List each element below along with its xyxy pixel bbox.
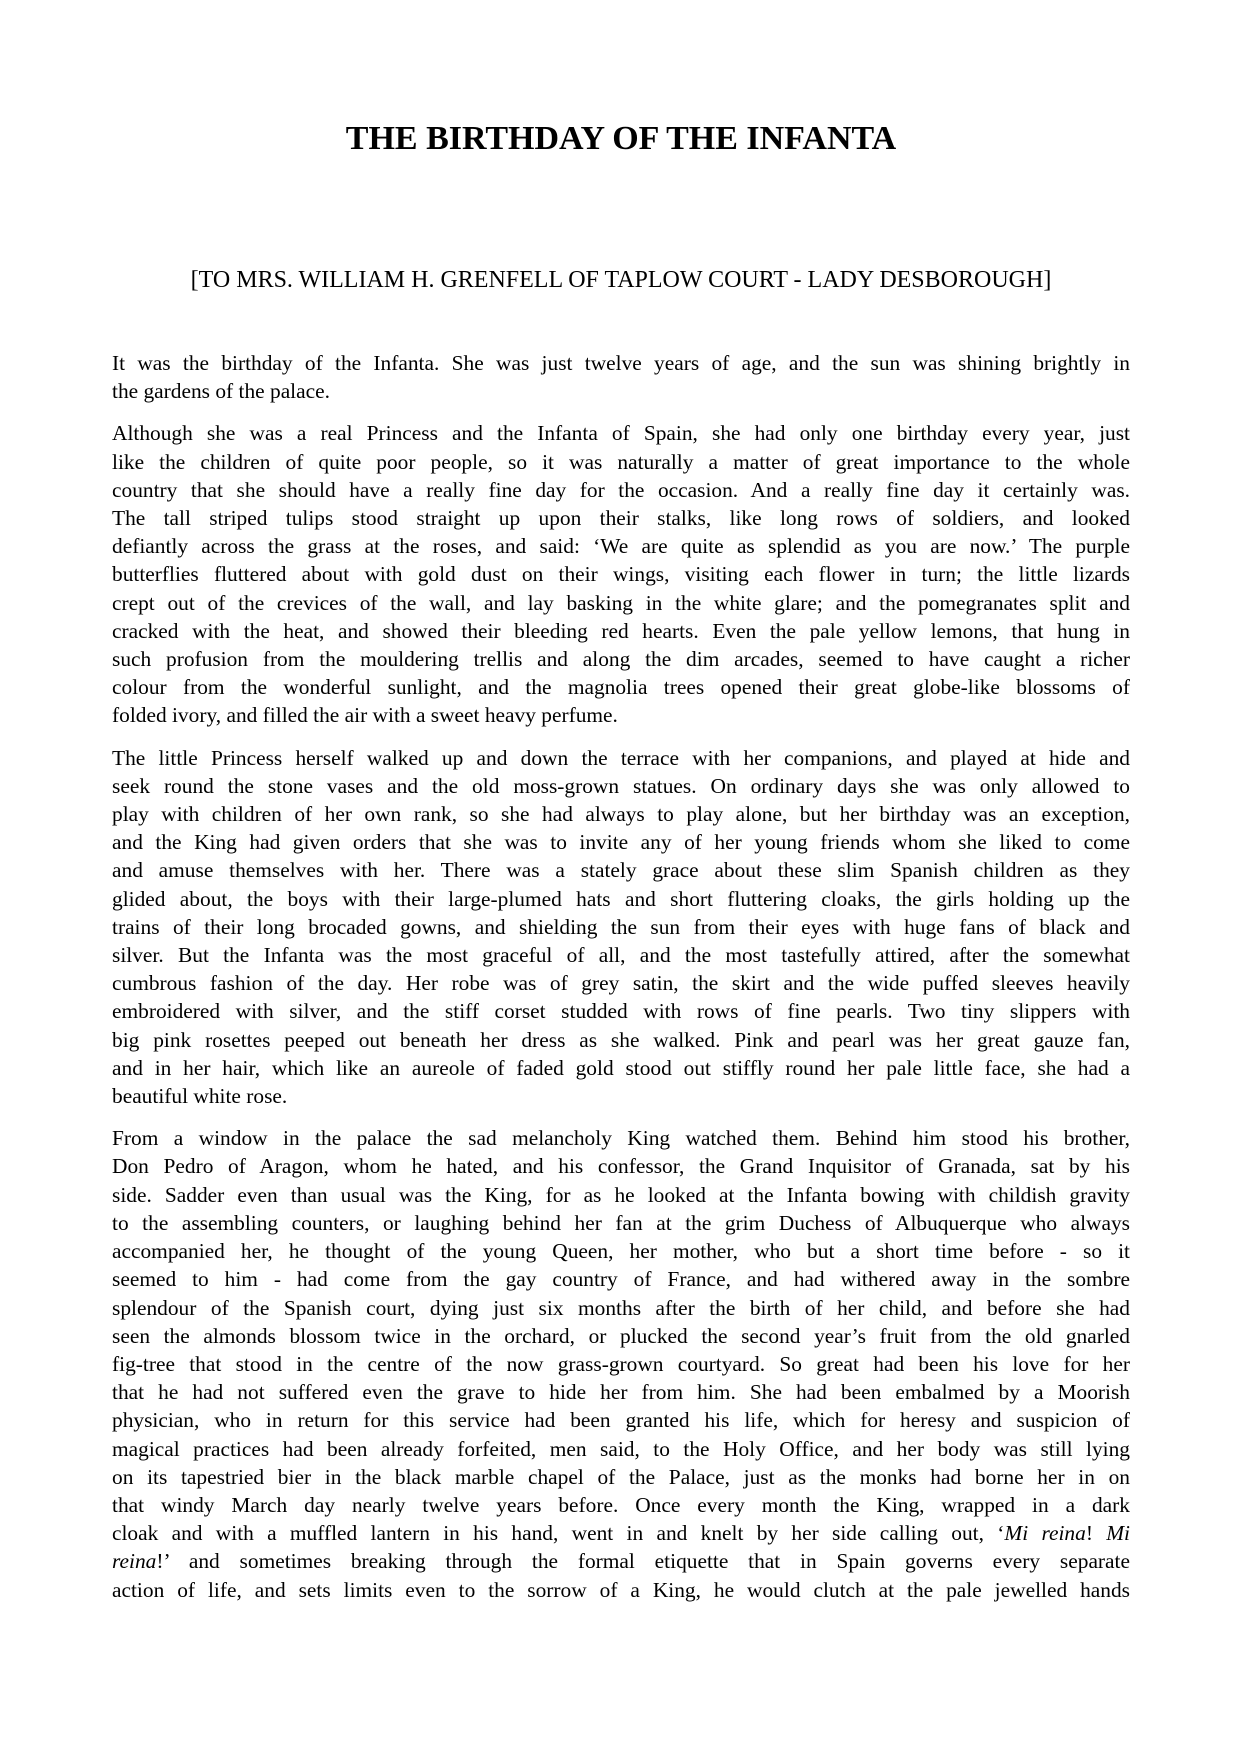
paragraph-1 (112, 349, 1130, 405)
text-line: From a window in the palace the sad melancholy King watched them. Behind him stood his brother, (112, 1126, 1130, 1151)
text-line: defiantly across the grass at the roses, and said: ‘We are quite as splendid as you are now.’ The purple (112, 534, 1130, 559)
paragraph-4 (112, 1124, 1130, 1603)
text-line: reina!’ and sometimes breaking through the formal etiquette that in Spain governs every separate (112, 1549, 1130, 1574)
text-line: cloak and with a muffled lantern in his hand, went in and knelt by her side calling out, ‘Mi reina! Mi (112, 1521, 1130, 1546)
text-line: magical practices had been already forfeited, men said, to the Holy Office, and her body was still lying (112, 1436, 1130, 1461)
text-line: The little Princess herself walked up and down the terrace with her companions, and played at hide and (112, 745, 1130, 770)
text-line: beautiful white rose. (112, 1084, 288, 1109)
text-line: cumbrous fashion of the day. Her robe was of grey satin, the skirt and the wide puffed sleeves heavily (112, 971, 1130, 996)
text-line: cracked with the heat, and showed their bleeding red hearts. Even the pale yellow lemons, that hung in (112, 618, 1130, 643)
text-line: action of life, and sets limits even to the sorrow of a King, he would clutch at the pale jewelled hands (112, 1577, 1130, 1602)
text-line: Don Pedro of Aragon, whom he hated, and his confessor, the Grand Inquisitor of Granada, sat by his (112, 1154, 1130, 1179)
text-line: folded ivory, and filled the air with a sweet heavy perfume. (112, 703, 618, 728)
text-line: accompanied her, he thought of the young Queen, her mother, who but a short time before - so it (112, 1239, 1130, 1264)
text-line: It was the birthday of the Infanta. She was just twelve years of age, and the sun was shining brightly in (112, 351, 1130, 375)
text-line: glided about, the boys with their large-plumed hats and short fluttering cloaks, the girls holding up the (112, 886, 1130, 911)
text-line: play with children of her own rank, so she had always to play alone, but her birthday was an exception, (112, 802, 1130, 827)
text-line: big pink rosettes peeped out beneath her dress as she walked. Pink and pearl was her great gauze fan, (112, 1027, 1130, 1052)
paragraph-2 (112, 419, 1130, 729)
body-text (112, 349, 1130, 1618)
text-line: silver. But the Infanta was the most graceful of all, and the most tastefully attired, after the somewhat (112, 943, 1130, 968)
text-line: fig-tree that stood in the centre of the now grass-grown courtyard. So great had been his love for her (112, 1351, 1130, 1376)
paragraph-3 (112, 744, 1130, 1111)
text-line: physician, who in return for this service had been granted his life, which for heresy and suspicion of (112, 1408, 1130, 1433)
text-line: The tall striped tulips stood straight up upon their stalks, like long rows of soldiers, and looked (112, 506, 1130, 531)
text-line: such profusion from the mouldering trellis and along the dim arcades, seemed to have caught a richer (112, 647, 1130, 672)
text-line: and amuse themselves with her. There was a stately grace about these slim Spanish children as they (112, 858, 1130, 883)
text-line: seek round the stone vases and the old moss-grown statues. On ordinary days she was only allowed to (112, 773, 1130, 798)
text-line: on its tapestried bier in the black marble chapel of the Palace, just as the monks had borne her in on (112, 1464, 1130, 1489)
text-line: and the King had given orders that she was to invite any of her young friends whom she liked to come (112, 830, 1130, 855)
dedication: [TO MRS. WILLIAM H. GRENFELL OF TAPLOW COURT - LADY DESBOROUGH] (190, 267, 1052, 293)
text-line: splendour of the Spanish court, dying just six months after the birth of her child, and before she had (112, 1295, 1130, 1320)
page-title: THE BIRTHDAY OF THE INFANTA (345, 120, 897, 157)
text-line: the gardens of the palace. (112, 379, 330, 404)
text-line: like the children of quite poor people, so it was naturally a matter of great importance to the whole (112, 449, 1130, 474)
text-line: crept out of the crevices of the wall, and lay basking in the white glare; and the pomegranates split and (112, 590, 1130, 615)
text-line: seen the almonds blossom twice in the orchard, or plucked the second year’s fruit from the old gnarled (112, 1323, 1130, 1348)
text-line: embroidered with silver, and the stiff corset studded with rows of fine pearls. Two tiny slippers with (112, 999, 1130, 1024)
text-line: trains of their long brocaded gowns, and shielding the sun from their eyes with huge fans of black and (112, 914, 1130, 939)
text-line: seemed to him - had come from the gay country of France, and had withered away in the sombre (112, 1267, 1130, 1292)
text-line: and in her hair, which like an aureole of faded gold stood out stiffly round her pale little face, she had a (112, 1055, 1130, 1080)
text-line: that he had not suffered even the grave to hide her from him. She had been embalmed by a Moorish (112, 1380, 1130, 1405)
text-line: that windy March day nearly twelve years before. Once every month the King, wrapped in a dark (112, 1492, 1130, 1517)
text-line: to the assembling counters, or laughing behind her fan at the grim Duchess of Albuquerque who always (112, 1210, 1130, 1235)
text-line: Although she was a real Princess and the Infanta of Spain, she had only one birthday every year, just (112, 421, 1130, 446)
text-line: colour from the wonderful sunlight, and the magnolia trees opened their great globe-like blossoms of (112, 675, 1130, 700)
text-line: side. Sadder even than usual was the King, for as he looked at the Infanta bowing with childish gravity (112, 1182, 1130, 1207)
text-line: butterflies fluttered about with gold dust on their wings, visiting each flower in turn; the little lizards (112, 562, 1130, 587)
text-line: country that she should have a really fine day for the occasion. And a really fine day it certainly was. (112, 477, 1130, 502)
